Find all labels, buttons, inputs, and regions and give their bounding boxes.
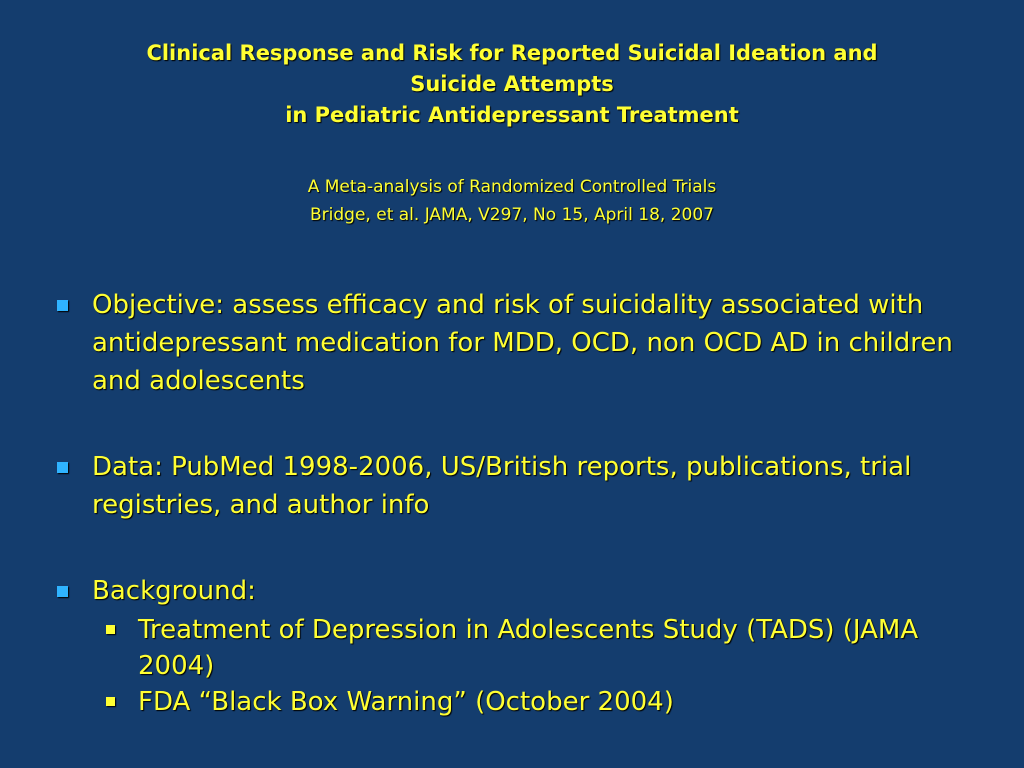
square-sub-bullet-icon [106,625,115,634]
bullet-text: Background: [92,576,256,606]
sub-bullet-text: Treatment of Depression in Adolescents Study (TADS) (JAMA 2004) [138,615,919,681]
bullet-text: Objective: assess efficacy and risk of suicidality associated with antidepressant medication for MDD, OCD, non OCD AD in children and adolescents [92,290,953,396]
slide-subtitle [40,173,984,229]
sub-bullet-text: FDA “Black Box Warning” (October 2004) [138,687,674,717]
square-bullet-icon [57,300,68,311]
square-bullet-icon [57,462,68,473]
square-sub-bullet-icon [106,697,115,706]
bullet-text: Data: PubMed 1998-2006, US/British reports, publications, trial registries, and author info [92,452,912,520]
title-line-2: Suicide Attempts [410,72,614,96]
title-line-1: Clinical Response and Risk for Reported Suicidal Ideation and [146,41,878,65]
bullet-list [52,286,972,720]
sub-bullet-fda [92,684,972,720]
bullet-objective [52,286,972,400]
subtitle-line-2: Bridge, et al. JAMA, V297, No 15, April 18, 2007 [310,205,714,225]
sub-bullet-tads [92,612,972,684]
title-line-3: in Pediatric Antidepressant Treatment [285,103,739,127]
bullet-data [52,448,972,524]
subtitle-line-1: A Meta-analysis of Randomized Controlled Trials [307,177,717,197]
square-bullet-icon [57,586,68,597]
slide-title [40,38,984,131]
sub-bullet-list [92,612,972,720]
bullet-background [52,572,972,720]
